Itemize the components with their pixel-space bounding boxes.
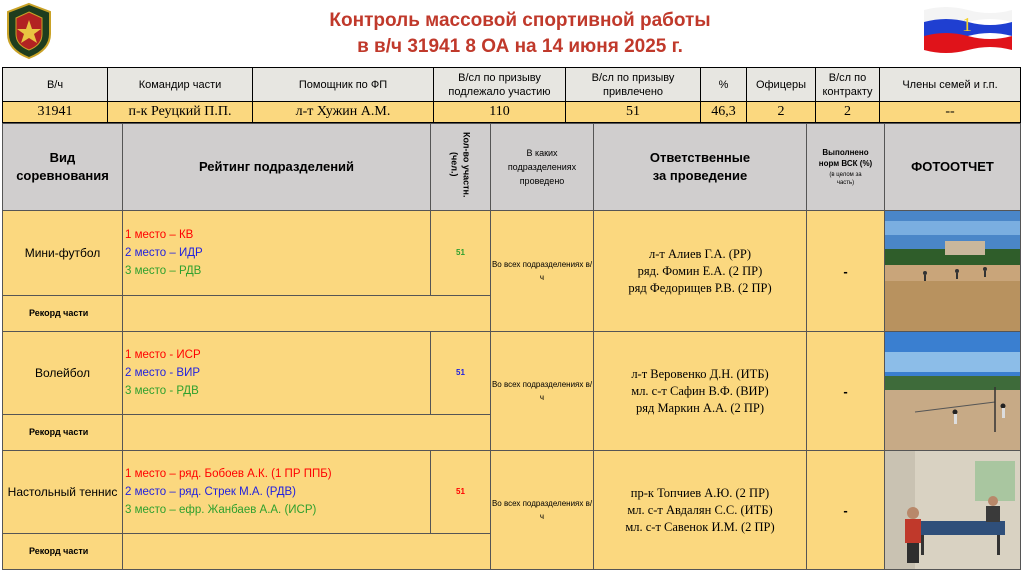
responsible-person: ряд Федорищев Р.В. (2 ПР) — [628, 280, 772, 295]
summary-table — [2, 67, 1021, 123]
place-1: 1 место - ИСР — [125, 348, 201, 361]
table-row — [3, 211, 1021, 296]
summary-header: Помощник по ФП — [253, 68, 434, 102]
place-3: 3 место – ефр. Жанбаев А.А. (ИСР) — [125, 503, 317, 516]
rating-list — [123, 451, 431, 534]
header-responsible: Ответственные за проведение — [594, 124, 807, 211]
summary-header: Члены семей и г.п. — [880, 68, 1021, 102]
header-norms: Выполнено норм ВСК (%) (в целом за часть) — [807, 124, 885, 211]
summary-value: 31941 — [3, 102, 108, 123]
where-held: Во всех подразделениях в/ч — [491, 211, 594, 332]
table-row — [3, 332, 1021, 415]
main-header-row — [3, 124, 1021, 211]
summary-header: В/ч — [3, 68, 108, 102]
page-title — [200, 8, 840, 60]
where-held: Во всех подразделениях в/ч — [491, 332, 594, 451]
norms-value: - — [807, 451, 885, 570]
participant-count: 51 — [431, 211, 491, 296]
rating-list — [123, 332, 431, 415]
responsible-list — [594, 332, 807, 451]
place-3: 3 место – РДВ — [125, 264, 202, 277]
participant-count: 51 — [431, 332, 491, 415]
record-label: Рекорд части — [3, 414, 123, 450]
summary-value: 2 — [816, 102, 880, 123]
responsible-person: пр-к Топчиев А.Ю. (2 ПР) — [630, 485, 770, 500]
title-line-1: Контроль массовой спортивной работы — [329, 10, 711, 31]
table-row — [3, 451, 1021, 534]
table-tennis-photo-icon — [885, 451, 1021, 569]
place-2: 2 место – ИДР — [125, 246, 203, 259]
summary-header: Офицеры — [747, 68, 816, 102]
football-photo-icon — [885, 211, 1021, 331]
sport-name: Мини-футбол — [3, 211, 123, 296]
record-value — [123, 414, 491, 450]
summary-header: % — [701, 68, 747, 102]
summary-header: Командир части — [108, 68, 253, 102]
place-1: 1 место – КВ — [125, 228, 194, 241]
responsible-person: л-т Алиев Г.А. (РР) — [649, 246, 751, 261]
record-label: Рекорд части — [3, 533, 123, 569]
summary-value: 2 — [747, 102, 816, 123]
place-2: 2 место - ВИР — [125, 366, 201, 379]
norms-value: - — [807, 211, 885, 332]
summary-header: В/сл по контракту — [816, 68, 880, 102]
photo-football — [885, 211, 1021, 332]
summary-value: 110 — [434, 102, 566, 123]
responsible-list — [594, 451, 807, 570]
russian-flag — [922, 4, 1014, 54]
summary-values-row — [3, 102, 1021, 123]
summary-value: 51 — [566, 102, 701, 123]
responsible-person: мл. с-т Сафин В.Ф. (ВИР) — [631, 383, 769, 398]
responsible-person: л-т Веровенко Д.Н. (ИТБ) — [631, 366, 769, 381]
summary-header: В/сл по призыву привлечено — [566, 68, 701, 102]
place-3: 3 место - РДВ — [125, 384, 199, 397]
norms-value: - — [807, 332, 885, 451]
header-count: Кол-во участн. (чел.) — [431, 124, 491, 211]
volleyball-photo-icon — [885, 332, 1021, 450]
sport-name: Настольный теннис — [3, 451, 123, 534]
record-label: Рекорд части — [3, 295, 123, 331]
where-held: Во всех подразделениях в/ч — [491, 451, 594, 570]
header-where: В каких подразделениях проведено — [491, 124, 594, 211]
responsible-person: ряд. Фомин Е.А. (2 ПР) — [637, 263, 763, 278]
summary-value: -- — [880, 102, 1021, 123]
participant-count: 51 — [431, 451, 491, 534]
military-emblem-icon — [4, 2, 54, 60]
summary-value: л-т Хужин А.М. — [253, 102, 434, 123]
place-1: 1 место – ряд. Бобоев А.К. (1 ПР ППБ) — [125, 467, 332, 480]
title-line-2: в в/ч 31941 8 ОА на 14 июня 2025 г. — [357, 36, 683, 57]
responsible-person: ряд Маркин А.А. (2 ПР) — [635, 400, 765, 415]
header-photo: ФОТООТЧЕТ — [885, 124, 1021, 211]
slide-number: 1 — [962, 14, 972, 36]
responsible-list — [594, 211, 807, 332]
summary-value: 46,3 — [701, 102, 747, 123]
photo-table-tennis — [885, 451, 1021, 570]
responsible-person: мл. с-т Савенок И.М. (2 ПР) — [625, 519, 775, 534]
summary-header: В/сл по призыву подлежало участию — [434, 68, 566, 102]
rating-list — [123, 211, 431, 296]
header-rating: Рейтинг подразделений — [123, 124, 431, 211]
place-2: 2 место – ряд. Стрек М.А. (РДВ) — [125, 485, 297, 498]
summary-value: п-к Реуцкий П.П. — [108, 102, 253, 123]
record-value — [123, 295, 491, 331]
record-value — [123, 533, 491, 569]
photo-volleyball — [885, 332, 1021, 451]
sport-name: Волейбол — [3, 332, 123, 415]
competition-table — [2, 123, 1021, 570]
summary-header-row — [3, 68, 1021, 102]
responsible-person: мл. с-т Авдалян С.С. (ИТБ) — [627, 502, 773, 517]
header-kind: Вид соревнования — [3, 124, 123, 211]
